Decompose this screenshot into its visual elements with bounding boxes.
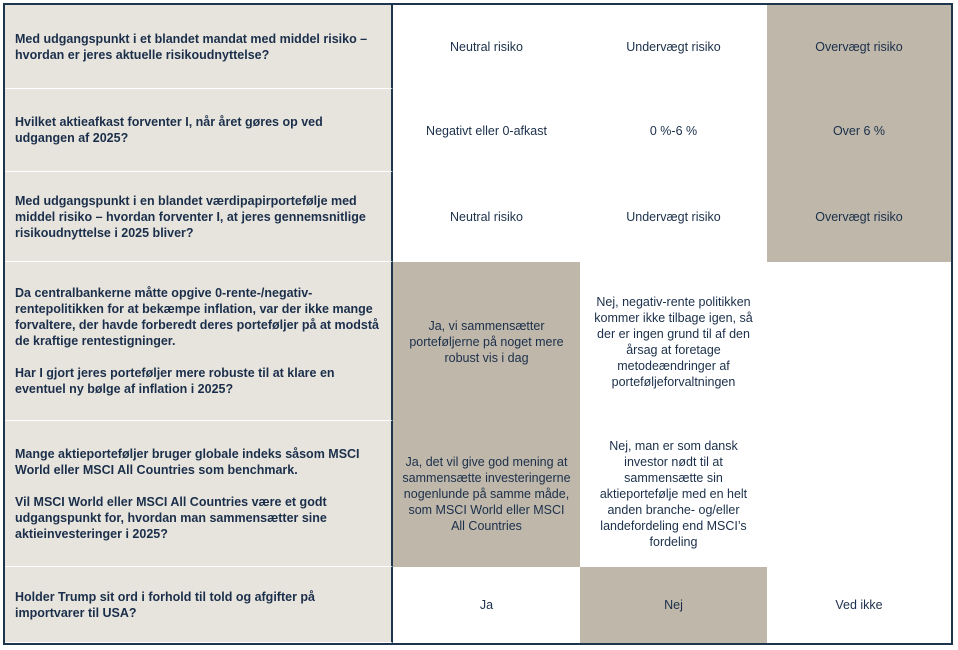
answer-option[interactable] bbox=[393, 89, 580, 172]
answer-option bbox=[767, 262, 951, 421]
survey-table bbox=[5, 5, 951, 643]
question-cell bbox=[5, 172, 393, 262]
answer-label: Undervægt risiko bbox=[626, 40, 721, 54]
question-text bbox=[15, 589, 381, 621]
question-text bbox=[15, 285, 381, 397]
answer-label: Ja bbox=[479, 598, 494, 612]
answer-label: Overvægt risiko bbox=[815, 210, 903, 224]
answer-option[interactable] bbox=[580, 5, 767, 89]
question-paragraph: Har I gjort jeres porteføljer mere robuste til at klare en eventuel ny bølge af inflation i 2025? bbox=[15, 366, 335, 396]
answer-option[interactable] bbox=[393, 172, 580, 262]
answer-option-selected[interactable] bbox=[393, 262, 580, 421]
answer-option[interactable] bbox=[393, 567, 580, 643]
answer-option[interactable] bbox=[580, 172, 767, 262]
answer-option[interactable] bbox=[580, 262, 767, 421]
answer-option-selected[interactable] bbox=[393, 421, 580, 567]
answer-label: Neutral risiko bbox=[450, 40, 523, 54]
question-paragraph: Med udgangspunkt i et blandet mandat med middel risiko – hvordan er jeres aktuelle risikoudnyttelse? bbox=[15, 31, 368, 62]
answer-option-selected[interactable] bbox=[767, 5, 951, 89]
answer-label: Nej, man er som dansk investor nødt til at sammensætte sin aktieportefølje med en helt anden branche- og/eller landefordeling end MSCI’s fordeling bbox=[599, 439, 748, 549]
question-cell bbox=[5, 262, 393, 421]
answer-label: Ja, det vil give god mening at sammensætte investeringerne nogenlunde på samme måde, som MSCI World eller MSCI All Countries bbox=[402, 455, 571, 533]
answer-option[interactable] bbox=[580, 89, 767, 172]
question-paragraph: Med udgangspunkt i en blandet værdipapirportefølje med middel risiko – hvordan forventer I, at jeres gennemsnitlige risikoudnyttelse i 2025 bliver? bbox=[15, 193, 366, 240]
question-text bbox=[15, 31, 381, 63]
answer-label: 0 %-6 % bbox=[649, 123, 698, 138]
question-cell bbox=[5, 421, 393, 567]
question-paragraph: Hvilket aktieafkast forventer I, når året gøres op ved udgangen af 2025? bbox=[15, 115, 323, 145]
question-paragraph: Holder Trump sit ord i forhold til told og afgifter på importvarer til USA? bbox=[15, 589, 315, 620]
answer-option[interactable] bbox=[767, 567, 951, 643]
answer-label: Neutral risiko bbox=[450, 210, 523, 224]
answer-option[interactable] bbox=[393, 5, 580, 89]
answer-label: Nej, negativ-rente politikken kommer ikke tilbage igen, så der er ingen grund til af den årsag at foretage metodeændringer af porteføljeforvaltningen bbox=[594, 294, 753, 389]
question-paragraph: Da centralbankerne måtte opgive 0-rente-/negativ-rentepolitikken for at bekæmpe inflation, var der ikke mange forvaltere, der havde forberedt deres porteføljer på at modstå de kraftige rentestigninger. bbox=[15, 286, 379, 348]
answer-label: Overvægt risiko bbox=[815, 40, 903, 54]
question-cell bbox=[5, 567, 393, 643]
question-text bbox=[15, 114, 381, 146]
answer-label: Ved ikke bbox=[835, 598, 883, 612]
answer-option bbox=[767, 421, 951, 567]
answer-label: Negativt eller 0-afkast bbox=[426, 123, 547, 138]
question-paragraph: Vil MSCI World eller MSCI All Countries være et godt udgangspunkt for, hvordan man sammensætter sine aktieinvesteringer i 2025? bbox=[15, 494, 327, 541]
question-text bbox=[15, 446, 381, 542]
answer-option[interactable] bbox=[580, 421, 767, 567]
answer-option-selected[interactable] bbox=[580, 567, 767, 643]
answer-label: Nej bbox=[664, 598, 683, 612]
question-text bbox=[15, 193, 381, 241]
question-cell bbox=[5, 5, 393, 89]
question-cell bbox=[5, 89, 393, 172]
answer-option-selected[interactable] bbox=[767, 89, 951, 172]
answer-label: Over 6 % bbox=[832, 123, 886, 138]
answer-label: Undervægt risiko bbox=[626, 210, 721, 224]
answer-label: Ja, vi sammensætter porteføljerne på noget mere robust vis i dag bbox=[409, 318, 564, 365]
question-paragraph: Mange aktieporteføljer bruger globale indeks såsom MSCI World eller MSCI All Countries som benchmark. bbox=[15, 446, 360, 477]
survey-table-frame bbox=[3, 3, 953, 645]
answer-option-selected[interactable] bbox=[767, 172, 951, 262]
